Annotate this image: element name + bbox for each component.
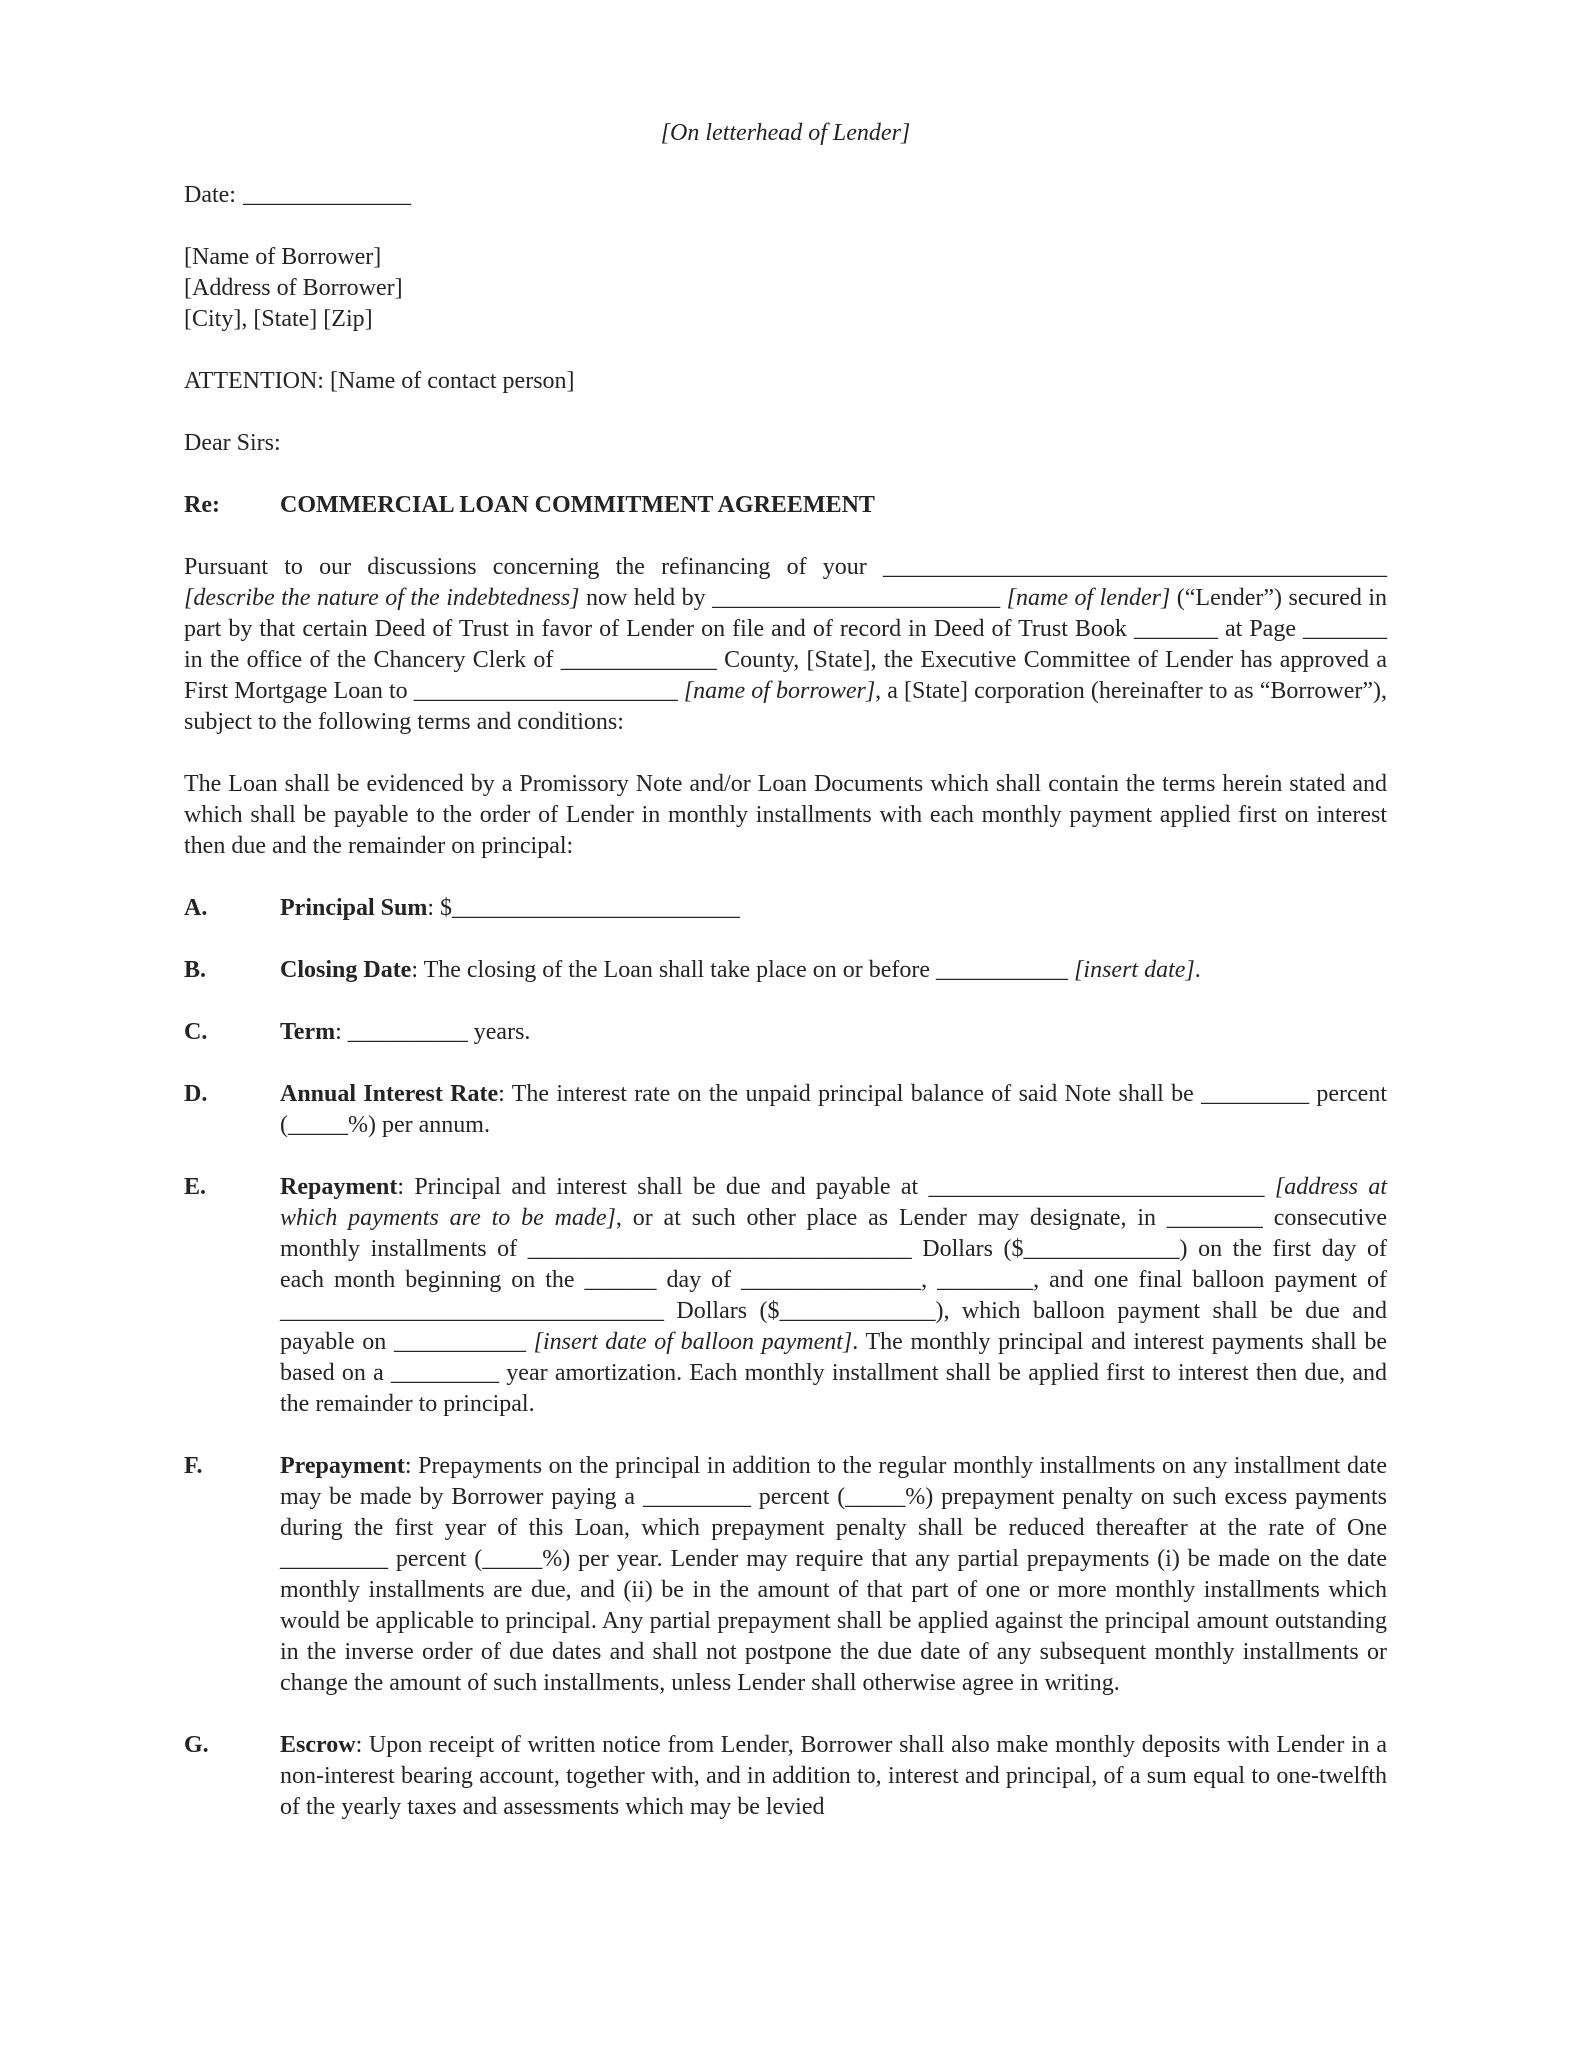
term-item-closing-date: [184, 955, 1387, 986]
item-body: Closing Date: The closing of the Loan shall take place on or before ___________ [insert date].: [280, 957, 1201, 983]
date-blank: ______________: [242, 182, 411, 208]
subject-line: [184, 490, 1387, 521]
item-body: Prepayment: Prepayments on the principal in addition to the regular monthly installments on any installment date may be made by Borrower paying a _________ percent (_____%) prepayment penalty on such excess payments during the first year of this Loan, which prepayment penalty shall be reduced thereafter at the rate of One _________ percent (_____%) per year. Lender may require that any partial prepayments (i) be made on the date monthly installments are due, and (ii) be in the amount of that part of one or more monthly installments which would be applicable to principal. Any partial prepayment shall be applied against the principal amount outstanding in the inverse order of due dates and shall not postpone the due date of any subsequent monthly installments or change the amount of such installments, unless Lender shall otherwise agree in writing.: [280, 1453, 1387, 1696]
term-item-annual-interest-rate: [184, 1079, 1387, 1141]
item-letter: F.: [184, 1453, 203, 1479]
item-body: Principal Sum: $________________________: [280, 895, 741, 921]
item-body: Escrow: Upon receipt of written notice from Lender, Borrower shall also make monthly deposits with Lender in a non-interest bearing account, together with, and in addition to, interest and principal, of a sum equal to one-twelfth of the yearly taxes and assessments which may be levied: [280, 1732, 1387, 1820]
item-body: Term: __________ years.: [280, 1019, 531, 1045]
item-letter: D.: [184, 1081, 208, 1107]
term-item-principal-sum: [184, 893, 1387, 924]
loan-evidence-paragraph: The Loan shall be evidenced by a Promissory Note and/or Loan Documents which shall contain the terms herein stated and which shall be payable to the order of Lender in monthly installments with each monthly payment applied first on interest then due and the remainder on principal:: [184, 771, 1387, 859]
item-letter: G.: [184, 1732, 209, 1758]
document-title: COMMERCIAL LOAN COMMITMENT AGREEMENT: [280, 492, 875, 518]
term-item-term: [184, 1017, 1387, 1048]
term-item-prepayment: [184, 1451, 1387, 1699]
item-letter: C.: [184, 1019, 208, 1045]
recipient-address-line: [Address of Borrower]: [184, 275, 403, 301]
recipient-block: [184, 242, 1387, 335]
attention-line: ATTENTION: [Name of contact person]: [184, 368, 575, 394]
date-line: [184, 180, 1387, 211]
term-item-repayment: [184, 1172, 1387, 1420]
item-body: Annual Interest Rate: The interest rate on the unpaid principal balance of said Note shall be _________ percent (_____%) per annum.: [280, 1081, 1387, 1138]
item-body: Repayment: Principal and interest shall be due and payable at ____________________________ [address at which payments are to be made], or at such other place as Lender may designate, in ________ consecutive monthly installments of ________________________________ Dollars ($_____________) on the first day of each month beginning on the ______ day of _______________, ________, and one final balloon payment of ________________________________ Dollars ($_____________), which balloon payment shall be due and payable on ___________ [insert date of balloon payment]. The monthly principal and interest payments shall be based on a _________ year amortization. Each monthly installment shall be applied first to interest then due, and the remainder to principal.: [280, 1174, 1388, 1417]
terms-list: [184, 893, 1387, 1823]
item-letter: B.: [184, 957, 207, 983]
letterhead-note: [On letterhead of Lender]: [660, 120, 911, 146]
date-label: Date:: [184, 182, 236, 208]
intro-paragraph: Pursuant to our discussions concerning the refinancing of your __________________________________________ [describe the nature of the indebtedness] now held by ________________________ [name of lender] (“Lender”) secured in part by that certain Deed of Trust in favor of Lender on file and of record in Deed of Trust Book _______ at Page _______ in the office of the Chancery Clerk of _____________ County, [State], the Executive Committee of Lender has approved a First Mortgage Loan to ______________________ [name of borrower], a [State] corporation (hereinafter to as “Borrower”), subject to the following terms and conditions:: [184, 554, 1387, 735]
item-letter: A.: [184, 895, 208, 921]
salutation: Dear Sirs:: [184, 430, 281, 456]
recipient-name-line: [Name of Borrower]: [184, 244, 382, 270]
item-letter: E.: [184, 1174, 207, 1200]
re-label: Re:: [184, 492, 220, 518]
recipient-city-state-zip-line: [City], [State] [Zip]: [184, 306, 373, 332]
term-item-escrow: [184, 1730, 1387, 1823]
